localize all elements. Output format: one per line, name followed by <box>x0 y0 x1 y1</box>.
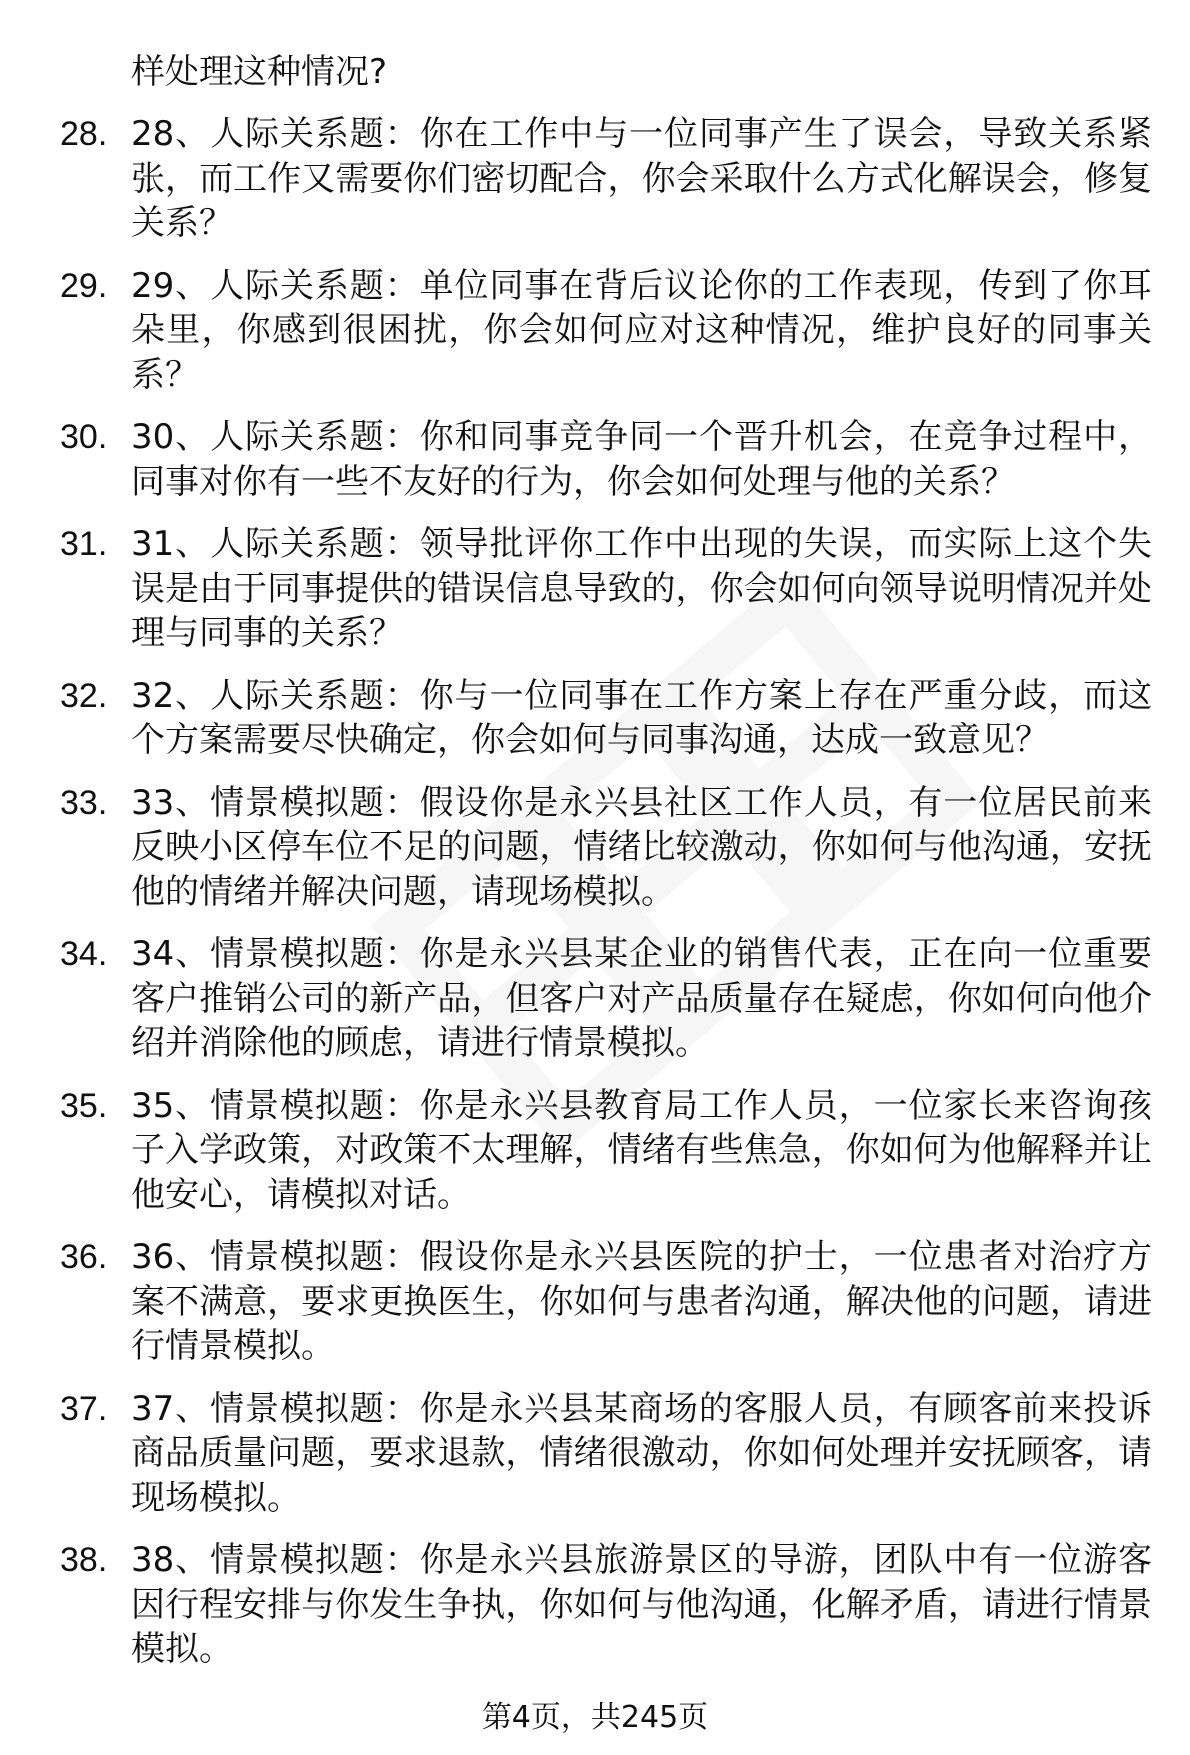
question-text: 30、人际关系题：你和同事竞争同一个晋升机会，在竞争过程中，同事对你有一些不友好的行为，你会如何处理与他的关系？ <box>131 417 1152 502</box>
question-text: 29、人际关系题：单位同事在背后议论你的工作表现，传到了你耳朵里，你感到很困扰，你会如何应对这种情况，维护良好的同事关系？ <box>131 265 1152 395</box>
question-item-32 <box>0 674 1190 763</box>
question-item-31 <box>0 522 1190 656</box>
question-text: 34、情景模拟题：你是永兴县某企业的销售代表，正在向一位重要客户推销公司的新产品，但客户对产品质量存在疑虑，你如何向他介绍并消除他的顾虑，请进行情景模拟。 <box>131 934 1152 1063</box>
question-number: 35. <box>60 1086 108 1125</box>
question-item-38 <box>0 1538 1190 1672</box>
question-item-29 <box>0 264 1190 398</box>
question-text: 33、情景模拟题：假设你是永兴县社区工作人员，有一位居民前来反映小区停车位不足的问题，情绪比较激动，你如何与他沟通，安抚他的情绪并解决问题，请现场模拟。 <box>131 782 1152 912</box>
question-number: 33. <box>60 783 108 822</box>
question-number: 36. <box>60 1238 108 1276</box>
question-number: 37. <box>60 1389 108 1428</box>
question-number: 32. <box>60 676 108 715</box>
question-text: 37、情景模拟题：你是永兴县某商场的客服人员，有顾客前来投诉商品质量问题，要求退款，情绪很激动，你如何处理并安抚顾客，请现场模拟。 <box>131 1388 1152 1518</box>
question-text: 28、人际关系题：你在工作中与一位同事产生了误会，导致关系紧张，而工作又需要你们密切配合，你会采取什么方式化解误会，修复关系？ <box>131 114 1152 243</box>
question-number: 31. <box>60 525 108 563</box>
question-item-36 <box>0 1235 1190 1369</box>
question-list <box>0 112 1190 1690</box>
question-item-34 <box>0 932 1190 1066</box>
question-item-30 <box>0 415 1190 504</box>
question-text: 31、人际关系题：领导批评你工作中出现的失误，而实际上这个失误是由于同事提供的错误信息导致的，你会如何向领导说明情况并处理与同事的关系？ <box>131 524 1152 653</box>
question-text: 32、人际关系题：你与一位同事在工作方案上存在严重分歧，而这个方案需要尽快确定，你会如何与同事沟通，达成一致意见？ <box>131 675 1152 760</box>
question-number: 30. <box>60 418 108 456</box>
question-item-35 <box>0 1084 1190 1218</box>
question-text: 38、情景模拟题：你是永兴县旅游景区的导游，团队中有一位游客因行程安排与你发生争执，你如何与他沟通，化解矛盾，请进行情景模拟。 <box>131 1540 1152 1669</box>
question-number: 34. <box>60 935 108 973</box>
continuation-text: 样处理这种情况? <box>131 52 388 92</box>
question-number: 28. <box>60 115 108 153</box>
question-number: 29. <box>60 266 108 305</box>
question-item-33 <box>0 781 1190 915</box>
page-footer: 第4页，共245页 <box>481 1700 709 1735</box>
question-text: 36、情景模拟题：假设你是永兴县医院的护士，一位患者对治疗方案不满意，要求更换医生，你如何与患者沟通，解决他的问题，请进行情景模拟。 <box>131 1237 1152 1366</box>
question-item-37 <box>0 1387 1190 1521</box>
question-text: 35、情景模拟题：你是永兴县教育局工作人员，一位家长来咨询孩子入学政策，对政策不太理解，情绪有些焦急，你如何为他解释并让他安心，请模拟对话。 <box>131 1085 1152 1215</box>
question-item-28 <box>0 112 1190 246</box>
question-number: 38. <box>60 1541 108 1579</box>
